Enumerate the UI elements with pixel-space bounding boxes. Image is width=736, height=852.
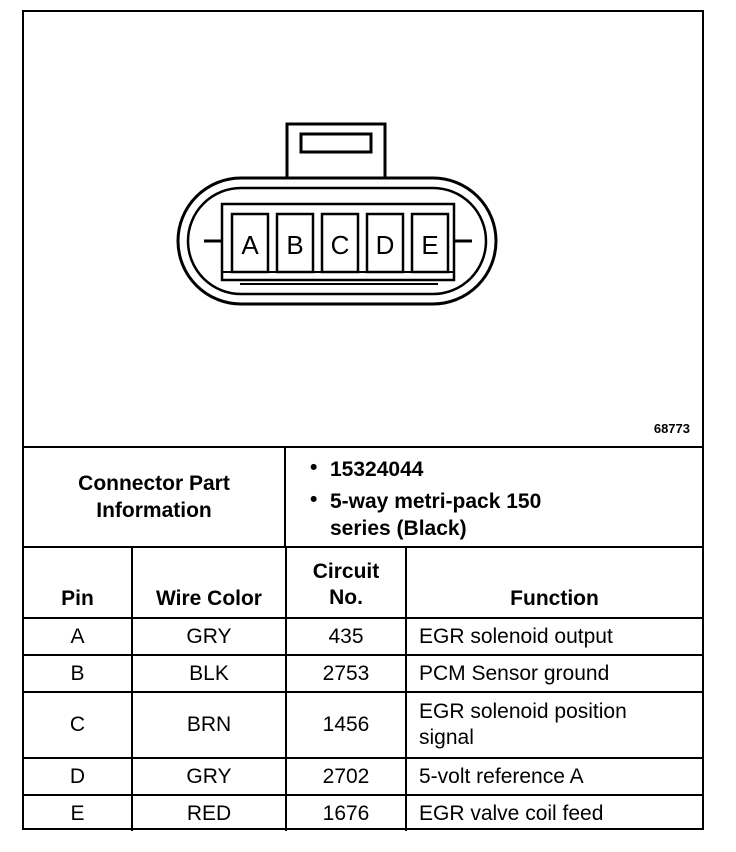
function-cell: EGR valve coil feed [406,795,702,831]
part-info-list [286,448,702,546]
pinout-table [24,548,702,831]
pin-cavities [232,214,448,272]
pin-cell: B [24,655,132,692]
wire-color-cell: BLK [132,655,286,692]
circuit-no-cell: 1456 [286,692,406,758]
pin-label-a: A [241,230,259,260]
circuit-no-cell: 2702 [286,758,406,795]
function-cell: 5-volt reference A [406,758,702,795]
wire-color-cell: GRY [132,758,286,795]
pin-label-d: D [375,230,395,260]
circuit-no-cell: 2753 [286,655,406,692]
pin-cell: C [24,692,132,758]
figure-number: 68773 [653,421,690,436]
connector-type: 5-way metri-pack 150 series (Black) [330,490,542,540]
connector-face-view [24,12,702,446]
pin-cell: A [24,618,132,655]
pin-label-c: C [330,230,350,260]
circuit-no-cell: 1676 [286,795,406,831]
pin-cell: D [24,758,132,795]
wire-color-cell: RED [132,795,286,831]
wire-color-cell: BRN [132,692,286,758]
table-row [24,655,702,692]
function-cell: PCM Sensor ground [406,655,702,692]
function-cell: EGR solenoid output [406,618,702,655]
connector-type-item: • 5-way metri-pack 150 series (Black) [330,488,590,542]
table-row [24,618,702,655]
connector-sheet [22,10,704,830]
circuit-no-header: Circuit No. [286,548,406,618]
table-row [24,758,702,795]
table-row [24,692,702,758]
wire-color-header: Wire Color [132,548,286,618]
connector-drawing [24,12,702,446]
pin-cell: E [24,795,132,831]
part-number: 15324044 [330,458,424,481]
pin-header: Pin [24,548,132,618]
circuit-no-cell: 435 [286,618,406,655]
part-number-item: • 15324044 [330,456,590,483]
pin-label-b: B [286,230,304,260]
table-header-row [24,548,702,618]
function-cell: EGR solenoid position signal [406,692,702,758]
function-header: Function [406,548,702,618]
wire-color-cell: GRY [132,618,286,655]
pin-label-e: E [421,230,439,260]
table-row [24,795,702,831]
part-info-label: Connector Part Information [24,448,286,546]
locking-tab-slot [301,134,371,152]
connector-part-info [24,446,702,548]
